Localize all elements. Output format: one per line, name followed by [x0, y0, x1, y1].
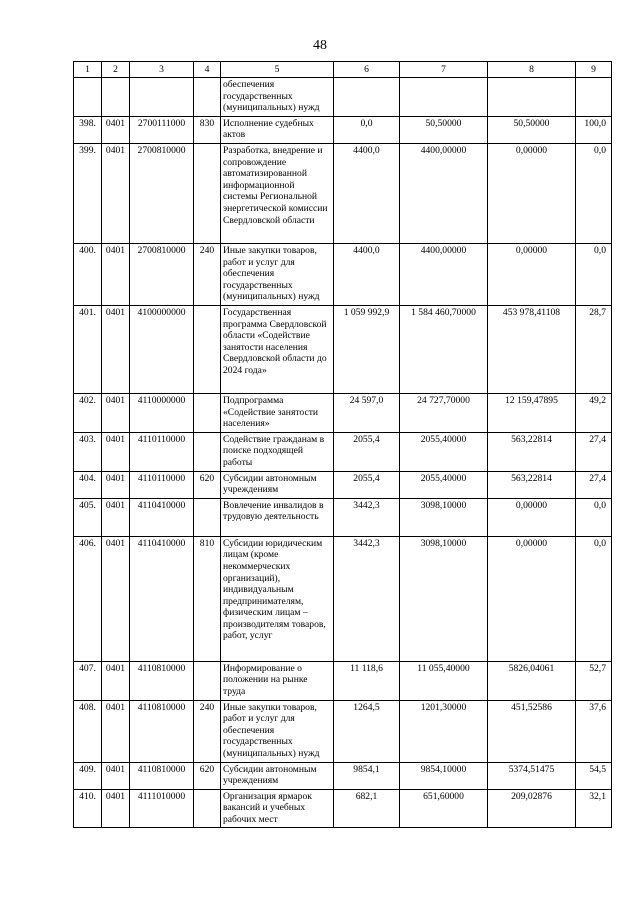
row-number: 408.: [74, 700, 102, 762]
target-code: 4111010000: [130, 789, 194, 828]
section-code: 0401: [102, 393, 130, 432]
row-number: 407.: [74, 661, 102, 700]
item-name: обеспечения государственных (муниципальных) нужд: [221, 78, 334, 117]
section-code: 0401: [102, 661, 130, 700]
approved-amount: 2055,4: [334, 471, 400, 498]
item-name: Вовлечение инвалидов в трудовую деятельность: [221, 498, 334, 536]
table-row: [74, 762, 612, 789]
section-code: 0401: [102, 243, 130, 305]
table-row: [74, 536, 612, 661]
column-header: 1: [74, 62, 102, 78]
item-name: Иные закупки товаров, работ и услуг для обеспечения государственных (муниципальных) нужд: [221, 243, 334, 305]
refined-amount: 9854,10000: [400, 762, 488, 789]
column-header: 3: [130, 62, 194, 78]
item-name: Содействие гражданам в поиске подходящей работы: [221, 432, 334, 471]
approved-amount: 4400,0: [334, 143, 400, 243]
execution-percent: 49,2: [576, 393, 612, 432]
item-name: Исполнение судебных актов: [221, 116, 334, 143]
execution-percent: 100,0: [576, 116, 612, 143]
approved-amount: 682,1: [334, 789, 400, 828]
row-number: [74, 78, 102, 117]
executed-amount: 0,00000: [488, 498, 576, 536]
table-row: [74, 78, 612, 117]
execution-percent: 27,4: [576, 471, 612, 498]
approved-amount: 3442,3: [334, 498, 400, 536]
row-number: 405.: [74, 498, 102, 536]
execution-percent: 27,4: [576, 432, 612, 471]
expense-type: [194, 305, 221, 393]
item-name: Субсидии автономным учреждениям: [221, 471, 334, 498]
approved-amount: 24 597,0: [334, 393, 400, 432]
target-code: 4110810000: [130, 762, 194, 789]
table-row: [74, 498, 612, 536]
refined-amount: 1201,30000: [400, 700, 488, 762]
column-header: 5: [221, 62, 334, 78]
row-number: 402.: [74, 393, 102, 432]
approved-amount: 11 118,6: [334, 661, 400, 700]
expense-type: [194, 498, 221, 536]
executed-amount: 209,02876: [488, 789, 576, 828]
target-code: 4100000000: [130, 305, 194, 393]
refined-amount: [400, 78, 488, 117]
executed-amount: 451,52586: [488, 700, 576, 762]
executed-amount: 50,50000: [488, 116, 576, 143]
table-row: [74, 143, 612, 243]
item-name: Подпрограмма «Содействие занятости населения»: [221, 393, 334, 432]
execution-percent: 52,7: [576, 661, 612, 700]
item-name: Разработка, внедрение и сопровождение автоматизированной информационной системы Региональной энергетической комиссии Свердловской области: [221, 143, 334, 243]
item-name: Государственная программа Свердловской области «Содействие занятости населения Свердловской области до 2024 года»: [221, 305, 334, 393]
target-code: 4110110000: [130, 432, 194, 471]
column-header: 8: [488, 62, 576, 78]
executed-amount: 0,00000: [488, 536, 576, 661]
table-row: [74, 116, 612, 143]
refined-amount: 4400,00000: [400, 143, 488, 243]
target-code: 4110810000: [130, 700, 194, 762]
expense-type: 620: [194, 471, 221, 498]
expense-type: 830: [194, 116, 221, 143]
table-row: [74, 305, 612, 393]
executed-amount: 0,00000: [488, 143, 576, 243]
section-code: 0401: [102, 116, 130, 143]
target-code: 2700810000: [130, 243, 194, 305]
executed-amount: 5374,51475: [488, 762, 576, 789]
approved-amount: 3442,3: [334, 536, 400, 661]
expense-type: [194, 432, 221, 471]
column-header: 4: [194, 62, 221, 78]
execution-percent: 0,0: [576, 536, 612, 661]
row-number: 410.: [74, 789, 102, 828]
executed-amount: 0,00000: [488, 243, 576, 305]
target-code: 4110410000: [130, 498, 194, 536]
section-code: [102, 78, 130, 117]
column-header: 9: [576, 62, 612, 78]
column-header: 2: [102, 62, 130, 78]
section-code: 0401: [102, 762, 130, 789]
execution-percent: 28,7: [576, 305, 612, 393]
section-code: 0401: [102, 305, 130, 393]
refined-amount: 2055,40000: [400, 471, 488, 498]
execution-percent: 0,0: [576, 243, 612, 305]
row-number: 403.: [74, 432, 102, 471]
item-name: Иные закупки товаров, работ и услуг для обеспечения государственных (муниципальных) нужд: [221, 700, 334, 762]
table-row: [74, 700, 612, 762]
item-name: Организация ярмарок вакансий и учебных рабочих мест: [221, 789, 334, 828]
refined-amount: 1 584 460,70000: [400, 305, 488, 393]
section-code: 0401: [102, 789, 130, 828]
expense-type: [194, 78, 221, 117]
approved-amount: 1264,5: [334, 700, 400, 762]
executed-amount: 5826,04061: [488, 661, 576, 700]
execution-percent: [576, 78, 612, 117]
refined-amount: 4400,00000: [400, 243, 488, 305]
target-code: 4110110000: [130, 471, 194, 498]
refined-amount: 3098,10000: [400, 498, 488, 536]
row-number: 406.: [74, 536, 102, 661]
refined-amount: 50,50000: [400, 116, 488, 143]
executed-amount: 12 159,47895: [488, 393, 576, 432]
execution-percent: 0,0: [576, 143, 612, 243]
executed-amount: 453 978,41108: [488, 305, 576, 393]
expense-type: 810: [194, 536, 221, 661]
column-header: 7: [400, 62, 488, 78]
item-name: Информирование о положении на рынке труда: [221, 661, 334, 700]
page-number: 48: [313, 38, 327, 53]
refined-amount: 3098,10000: [400, 536, 488, 661]
refined-amount: 24 727,70000: [400, 393, 488, 432]
target-code: 4110810000: [130, 661, 194, 700]
section-code: 0401: [102, 432, 130, 471]
executed-amount: [488, 78, 576, 117]
expense-type: [194, 393, 221, 432]
approved-amount: 2055,4: [334, 432, 400, 471]
expense-type: 240: [194, 700, 221, 762]
table-row: [74, 432, 612, 471]
row-number: 399.: [74, 143, 102, 243]
table-row: [74, 471, 612, 498]
approved-amount: 0,0: [334, 116, 400, 143]
expense-type: 240: [194, 243, 221, 305]
execution-percent: 0,0: [576, 498, 612, 536]
execution-percent: 37,6: [576, 700, 612, 762]
column-header: 6: [334, 62, 400, 78]
section-code: 0401: [102, 143, 130, 243]
section-code: 0401: [102, 471, 130, 498]
approved-amount: 1 059 992,9: [334, 305, 400, 393]
section-code: 0401: [102, 536, 130, 661]
budget-table: [73, 61, 612, 828]
table-body: [74, 78, 612, 828]
target-code: [130, 78, 194, 117]
table-row: [74, 789, 612, 828]
row-number: 401.: [74, 305, 102, 393]
item-name: Субсидии автономным учреждениям: [221, 762, 334, 789]
table-row: [74, 661, 612, 700]
section-code: 0401: [102, 700, 130, 762]
target-code: 4110410000: [130, 536, 194, 661]
item-name: Субсидии юридическим лицам (кроме некоммерческих организаций), индивидуальным предпринимателям, физическим лицам – производителям товаров, работ, услуг: [221, 536, 334, 661]
row-number: 398.: [74, 116, 102, 143]
section-code: 0401: [102, 498, 130, 536]
expense-type: 620: [194, 762, 221, 789]
refined-amount: 11 055,40000: [400, 661, 488, 700]
refined-amount: 2055,40000: [400, 432, 488, 471]
approved-amount: 4400,0: [334, 243, 400, 305]
table-row: [74, 393, 612, 432]
refined-amount: 651,60000: [400, 789, 488, 828]
row-number: 400.: [74, 243, 102, 305]
header-row: [74, 62, 612, 78]
approved-amount: 9854,1: [334, 762, 400, 789]
expense-type: [194, 789, 221, 828]
target-code: 4110000000: [130, 393, 194, 432]
expense-type: [194, 143, 221, 243]
row-number: 404.: [74, 471, 102, 498]
execution-percent: 54,5: [576, 762, 612, 789]
row-number: 409.: [74, 762, 102, 789]
execution-percent: 32,1: [576, 789, 612, 828]
target-code: 2700111000: [130, 116, 194, 143]
executed-amount: 563,22814: [488, 432, 576, 471]
table-row: [74, 243, 612, 305]
approved-amount: [334, 78, 400, 117]
executed-amount: 563,22814: [488, 471, 576, 498]
expense-type: [194, 661, 221, 700]
target-code: 2700810000: [130, 143, 194, 243]
